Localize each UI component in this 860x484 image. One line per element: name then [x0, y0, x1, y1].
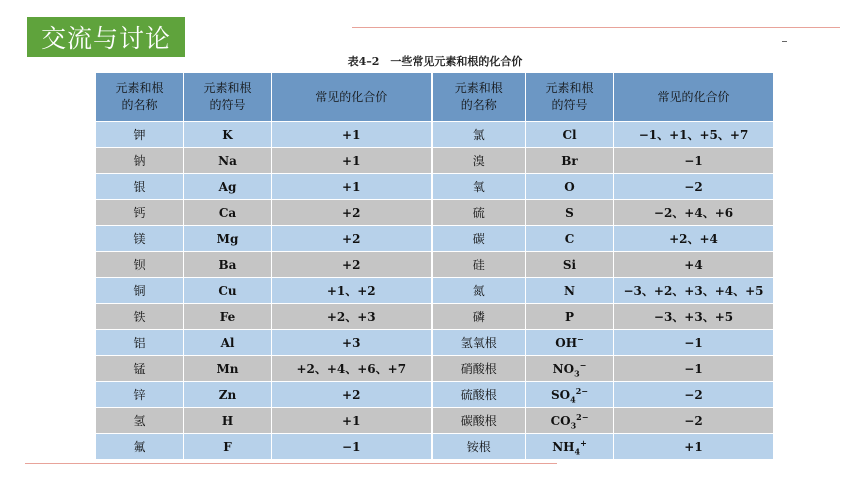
valence-value: +2: [272, 200, 432, 226]
element-name: 氮: [432, 278, 526, 304]
table-row: [96, 382, 774, 408]
header-name-left: 元素和根的名称: [96, 73, 184, 122]
valence-value: +2: [272, 382, 432, 408]
table-caption: 表4–2 一些常见元素和根的化合价: [347, 55, 523, 68]
valence-value: +1、+2: [272, 278, 432, 304]
element-symbol: Mg: [184, 226, 272, 252]
radical-formula: [526, 382, 614, 408]
element-name: 氢氧根: [432, 330, 526, 356]
element-name: 碳酸根: [432, 408, 526, 434]
valence-value: −2: [614, 382, 774, 408]
header-valence-right: 常见的化合价: [614, 73, 774, 122]
valence-value: +2、+4、+6、+7: [272, 356, 432, 382]
table-row: [96, 226, 774, 252]
element-symbol: C: [526, 226, 614, 252]
element-symbol: Ba: [184, 252, 272, 278]
element-symbol: Mn: [184, 356, 272, 382]
valence-value: +1: [272, 148, 432, 174]
valence-table: [95, 72, 774, 460]
radical-formula: [526, 330, 614, 356]
element-symbol: Cu: [184, 278, 272, 304]
table-row: [96, 122, 774, 148]
table-row: [96, 434, 774, 460]
element-symbol: P: [526, 304, 614, 330]
element-symbol: Zn: [184, 382, 272, 408]
radical-formula: [526, 356, 614, 382]
table-row: [96, 304, 774, 330]
element-name: 锰: [96, 356, 184, 382]
valence-value: +1: [614, 434, 774, 460]
formula-charge: +: [580, 437, 587, 448]
element-name: 硫酸根: [432, 382, 526, 408]
element-symbol: Na: [184, 148, 272, 174]
element-symbol: Br: [526, 148, 614, 174]
table-row: [96, 356, 774, 382]
formula-subscript: 4: [570, 393, 576, 404]
element-symbol: Fe: [184, 304, 272, 330]
element-symbol: Al: [184, 330, 272, 356]
element-name: 氟: [96, 434, 184, 460]
element-symbol: Si: [526, 252, 614, 278]
formula-base: NH: [552, 439, 575, 454]
valence-value: −3、+2、+3、+4、+5: [614, 278, 774, 304]
formula-charge: 2−: [576, 411, 589, 422]
valence-value: +1: [272, 174, 432, 200]
table-row: [96, 148, 774, 174]
element-name: 钡: [96, 252, 184, 278]
formula-charge: −: [579, 359, 587, 370]
valence-value: −1: [614, 356, 774, 382]
element-name: 铵根: [432, 434, 526, 460]
valence-value: −2: [614, 408, 774, 434]
table-row: [96, 330, 774, 356]
element-symbol: N: [526, 278, 614, 304]
element-symbol: Ag: [184, 174, 272, 200]
element-name: 硅: [432, 252, 526, 278]
element-symbol: Ca: [184, 200, 272, 226]
table-header-row: [96, 73, 774, 122]
header-name-right: 元素和根的名称: [432, 73, 526, 122]
formula-charge: 2−: [575, 385, 588, 396]
element-symbol: F: [184, 434, 272, 460]
valence-value: −3、+3、+5: [614, 304, 774, 330]
formula-base: CO: [550, 413, 571, 428]
header-symbol-right: 元素和根的符号: [526, 73, 614, 122]
element-name: 氧: [432, 174, 526, 200]
table-row: [96, 200, 774, 226]
element-name: 氯: [432, 122, 526, 148]
formula-base: OH: [555, 335, 578, 350]
formula-base: NO: [552, 361, 575, 376]
formula-subscript: 4: [574, 445, 581, 456]
valence-value: +2: [272, 252, 432, 278]
element-symbol: Cl: [526, 122, 614, 148]
element-symbol: O: [526, 174, 614, 200]
valence-value: −1: [272, 434, 432, 460]
element-name: 铝: [96, 330, 184, 356]
table-row: [96, 278, 774, 304]
top-divider: [352, 27, 840, 28]
small-dash: [782, 41, 787, 42]
valence-value: −1: [614, 330, 774, 356]
element-name: 锌: [96, 382, 184, 408]
element-name: 钾: [96, 122, 184, 148]
radical-formula: [526, 408, 614, 434]
element-name: 钠: [96, 148, 184, 174]
element-symbol: H: [184, 408, 272, 434]
element-name: 硝酸根: [432, 356, 526, 382]
table-row: [96, 408, 774, 434]
valence-value: +2、+4: [614, 226, 774, 252]
bottom-divider: [25, 463, 557, 464]
header-valence-left: 常见的化合价: [272, 73, 432, 122]
valence-value: −2、+4、+6: [614, 200, 774, 226]
element-name: 溴: [432, 148, 526, 174]
element-name: 银: [96, 174, 184, 200]
formula-base: SO: [551, 387, 571, 402]
element-symbol: S: [526, 200, 614, 226]
valence-value: −1、+1、+5、+7: [614, 122, 774, 148]
valence-value: +4: [614, 252, 774, 278]
formula-charge: −: [577, 333, 584, 344]
element-name: 铜: [96, 278, 184, 304]
element-name: 磷: [432, 304, 526, 330]
formula-subscript: 3: [570, 419, 577, 430]
radical-formula: [526, 434, 614, 460]
valence-value: −2: [614, 174, 774, 200]
element-name: 硫: [432, 200, 526, 226]
element-name: 钙: [96, 200, 184, 226]
element-name: 碳: [432, 226, 526, 252]
element-symbol: K: [184, 122, 272, 148]
valence-value: +2: [272, 226, 432, 252]
element-name: 铁: [96, 304, 184, 330]
valence-value: +2、+3: [272, 304, 432, 330]
formula-subscript: 3: [574, 367, 580, 378]
table-row: [96, 252, 774, 278]
valence-value: +1: [272, 408, 432, 434]
element-name: 氢: [96, 408, 184, 434]
table-row: [96, 174, 774, 200]
valence-value: +1: [272, 122, 432, 148]
header-symbol-left: 元素和根的符号: [184, 73, 272, 122]
valence-value: −1: [614, 148, 774, 174]
page-title: 交流与讨论: [27, 17, 185, 57]
element-name: 镁: [96, 226, 184, 252]
valence-value: +3: [272, 330, 432, 356]
